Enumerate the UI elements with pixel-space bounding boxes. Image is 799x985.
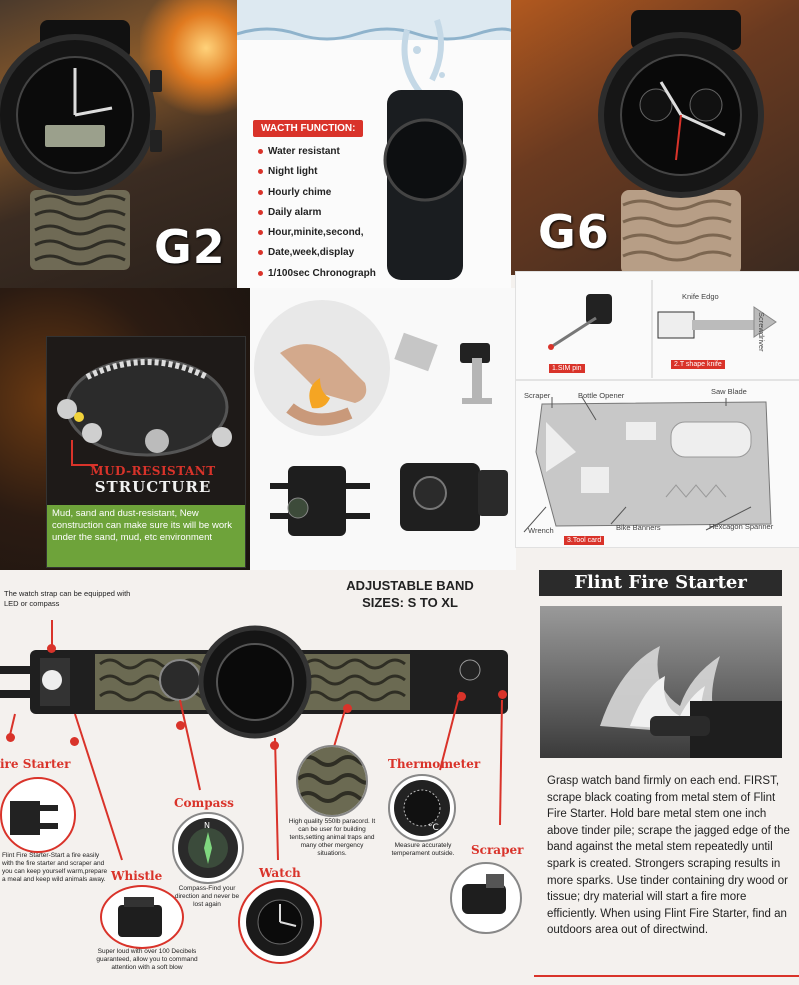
fire-starter-dot <box>6 733 15 742</box>
mud-title <box>68 464 238 496</box>
bottom-rule <box>534 975 799 977</box>
function-item: Daily alarm <box>258 203 376 223</box>
function-item: 1/100sec Chronograph <box>258 264 376 284</box>
whistle-label: Whistle <box>111 869 163 883</box>
fire-starter-circle <box>0 777 76 853</box>
fire-starter-caption: Flint Fire Starter-Start a fire easily with the fire starter and scraper and you can keep yourself warm,prepare a meal and keep wild animals away. <box>2 852 108 883</box>
watch-function-list <box>258 142 376 304</box>
mud-description: Mud, sand and dust-resistant, New construction can make sure its will be work under the sand, mud, etc environment <box>52 508 233 543</box>
strap-accessory-dot <box>47 644 56 653</box>
function-item: Water resistant <box>258 142 376 162</box>
bike-banners-label: Bike Banners <box>616 523 661 532</box>
compass-caption: Compass-Find your direction and never be lost again <box>174 885 240 908</box>
thermometer-caption: Measure accurately temperament outside. <box>391 842 455 857</box>
saw-blade-label: Saw Blade <box>711 387 747 396</box>
t-knife-tag: 2.T shape knife <box>671 360 725 369</box>
g6-panel <box>511 0 799 275</box>
svg-text:°C: °C <box>428 823 439 833</box>
wrench-label: Wrench <box>528 526 554 535</box>
band-title-line2: SIZES: S TO XL <box>362 595 458 610</box>
fire-starter-icon <box>2 779 74 851</box>
compass-label: Compass <box>174 796 234 810</box>
watch-label: Watch <box>259 866 301 880</box>
mud-title-line1: MUD-RESISTANT <box>90 464 216 478</box>
bottle-opener-label: Bottle Opener <box>578 391 625 400</box>
survival-tools-panel <box>250 288 516 570</box>
watch-circle <box>238 880 322 964</box>
fire-starter-label: ire Starter <box>0 757 71 771</box>
scraper-dot <box>498 690 507 699</box>
function-item: Hour,minite,second, <box>258 223 376 243</box>
g2-panel <box>0 0 237 288</box>
flint-fire-photo <box>540 606 782 758</box>
thermometer-dot <box>457 692 466 701</box>
compass-icon <box>174 814 242 882</box>
whistle-caption: Super loud with over 100 Decibels guaranteed, allow you to command attention with a soft blow <box>96 948 198 971</box>
mud-title-line2: STRUCTURE <box>94 478 212 496</box>
paracord-circle <box>296 745 368 817</box>
watch-function-heading: WACTH FUNCTION: <box>253 120 363 137</box>
g2-label: G2 <box>154 220 226 274</box>
thermometer-label: Thermometer <box>388 757 481 771</box>
watch-dot <box>270 741 279 750</box>
function-item: Date,week,display <box>258 243 376 263</box>
thermometer-icon <box>390 776 454 840</box>
tool-card-tag: 3.Tool card <box>564 536 604 545</box>
knife-edge-label: Knife Edgo <box>682 292 719 301</box>
scraper-icon <box>452 864 520 932</box>
adjustable-band-title <box>320 577 500 611</box>
hexagon-spanner-label: Hexcagon Spanner <box>709 522 774 531</box>
whistle-dot <box>70 737 79 746</box>
function-item: Hourly chime <box>258 183 376 203</box>
compass-circle <box>172 812 244 884</box>
scraper-label: Scraper <box>471 843 524 857</box>
sim-pin-tag: 1.SIM pin <box>549 364 585 373</box>
screwdriver-label: Screwdriver <box>757 312 766 352</box>
svg-text:N: N <box>204 821 210 830</box>
compass-dot <box>176 721 185 730</box>
paracord-caption: High quality 550lb paracord. It can be user for building tents,setting animal traps and many other mergency situations. <box>288 818 376 857</box>
flint-body: Grasp watch band firmly on each end. FIRST, scrape black coating from metal stem of Flint Fire Starter. Hold bare metal stem one inch above tinder pile; scrape the jagged edge of the band against the metal stem repeatedly until spark is created. Strongers scraping results in more sparks. Use tinder containing dry wood or tissue; dry material will start a fire more efficiently. When using Flint Fire Starter, find an outdoors area out of directwind. <box>547 775 790 937</box>
survival-tools-image <box>250 288 516 570</box>
paracord-icon <box>298 747 366 815</box>
paracord-dot <box>343 704 352 713</box>
flint-image <box>540 606 782 758</box>
g6-label: G6 <box>538 205 610 259</box>
flint-heading: Flint Fire Starter <box>539 570 782 596</box>
function-item: Night light <box>258 162 376 182</box>
scraper-circle <box>450 862 522 934</box>
band-title-line1: ADJUSTABLE BAND <box>346 578 474 593</box>
strap-note: The watch strap can be equipped with LED or compass <box>4 589 131 608</box>
scraper-tool-label: Scraper <box>524 391 551 400</box>
watch-icon <box>240 882 320 962</box>
thermometer-circle <box>388 774 456 842</box>
tool-kit-panel <box>516 272 799 547</box>
whistle-icon <box>102 887 182 947</box>
